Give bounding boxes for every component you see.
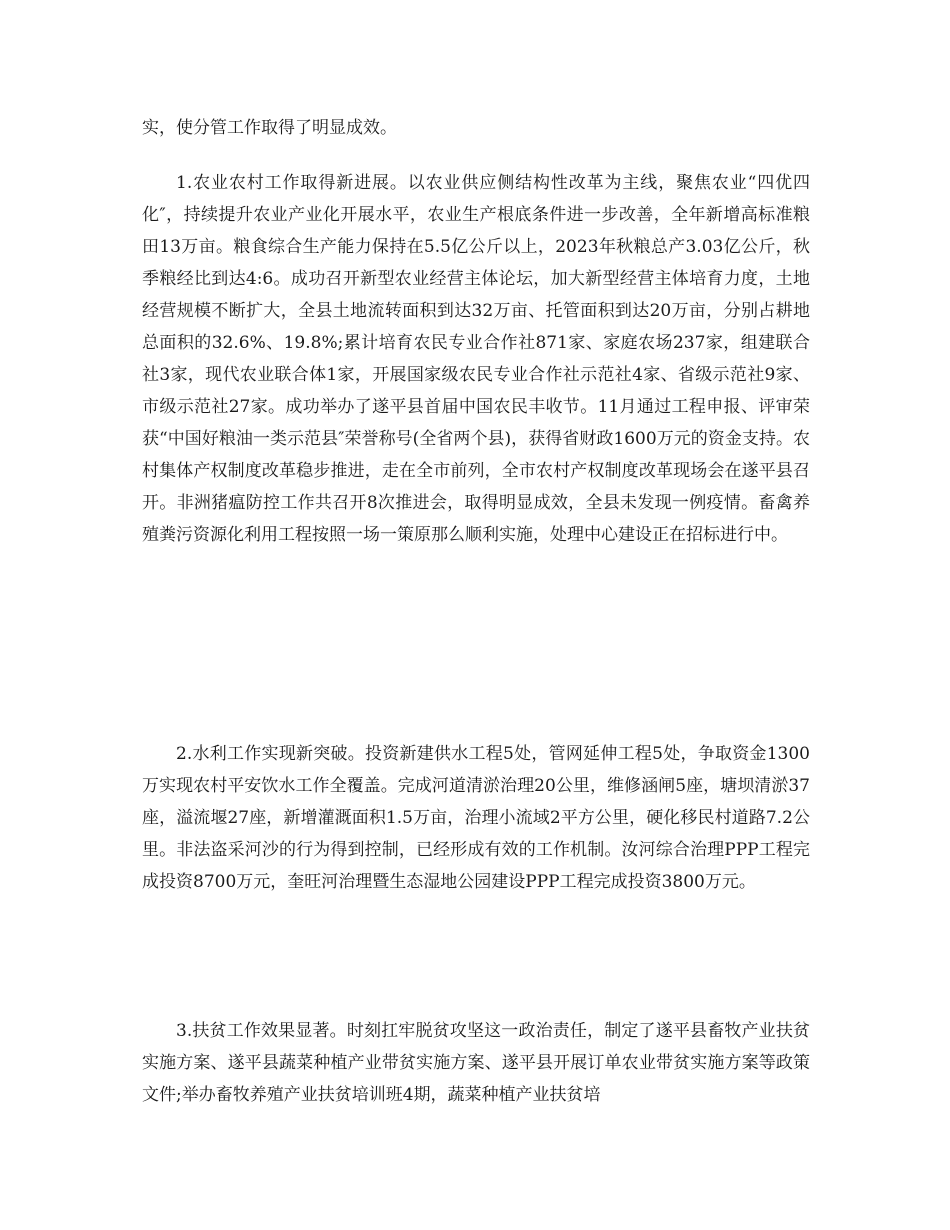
paragraph-continuation: 实，使分管工作取得了明显成效。 xyxy=(142,118,397,138)
paragraph-water-conservancy: 2.水利工作实现新突破。投资新建供水工程5处，管网延伸工程5处，争取资金1300万实现农村平安饮水工作全覆盖。完成河道清淤治理20公里，维修涵闸5座，塘坝清淤37座，溢流堰27座，新增灌溉面积1.5万亩，治理小流域2平方公里，硬化移民村道路7.2公里。非法盗采河沙的行为得到控制，已经形成有效的工作机制。汝河综合治理PPP工程完成投资8700万元，奎旺河治理暨生态湿地公园建设PPP工程完成投资3800万元。 xyxy=(142,744,810,892)
paragraph-poverty-alleviation: 3.扶贫工作效果显著。时刻扛牢脱贫攻坚这一政治责任，制定了遂平县畜牧产业扶贫实施方案、遂平县蔬菜种植产业带贫实施方案、遂平县开展订单农业带贫实施方案等政策文件;举办畜牧养殖产业扶贫培训班4期，蔬菜种植产业扶贫培 xyxy=(142,1021,810,1105)
paragraph-agriculture: 1.农业农村工作取得新进展。以农业供应侧结构性改革为主线，聚焦农业“四优四化″，持续提升农业产业化开展水平，农业生产根底条件进一步改善，全年新增高标准粮田13万亩。粮食综合生产能力保持在5.5亿公斤以上，2023年秋粮总产3.03亿公斤，秋季粮经比到达4:6。成功召开新型农业经营主体论坛，加大新型经营主体培育力度，土地经营规模不断扩大，全县土地流转面积到达32万亩、托管面积到达20万亩，分别占耕地总面积的32.6%、19.8%;累计培育农民专业合作社871家、家庭农场237家，组建联合社3家，现代农业联合体1家，开展国家级农民专业合作社示范社4家、省级示范社9家、市级示范社27家。成功举办了遂平县首届中国农民丰收节。11月通过工程申报、评审荣获“中国好粮油一类示范县″荣誉称号(全省两个县)，获得省财政1600万元的资金支持。农村集体产权制度改革稳步推进，走在全市前列，全市农村产权制度改革现场会在遂平县召开。非洲猪瘟防控工作共召开8次推进会，取得明显成效，全县未发现一例疫情。畜禽养殖粪污资源化利用工程按照一场一策原那么顺利实施，处理中心建设正在招标进行中。 xyxy=(142,173,810,545)
